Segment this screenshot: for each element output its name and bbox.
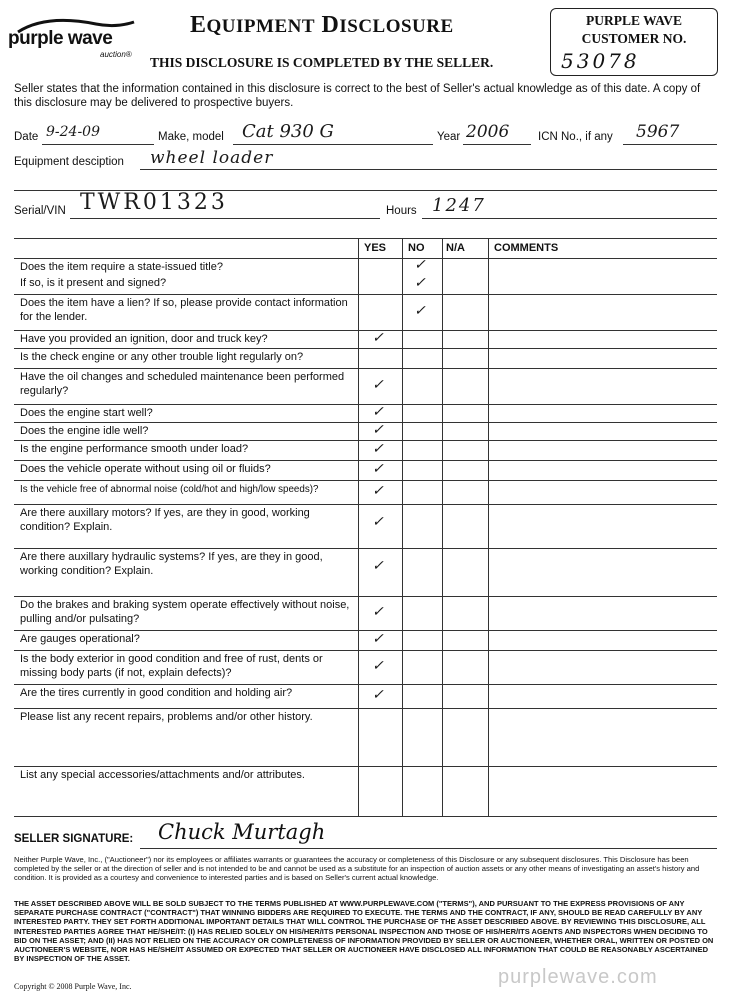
seller-signature[interactable]: Chuck Murtagh <box>158 820 326 844</box>
checkbox-yes[interactable]: ✓ <box>372 377 384 393</box>
checkbox-no[interactable]: ✓ <box>414 275 426 291</box>
checkbox-no[interactable]: ✓ <box>414 303 426 319</box>
row-divider <box>14 404 717 405</box>
question-text: Is the check engine or any other trouble light regularly on? <box>20 351 304 363</box>
checkbox-yes[interactable]: ✓ <box>372 461 384 477</box>
hours-field[interactable]: 1247 <box>432 195 486 216</box>
serial-vin-line <box>70 218 380 219</box>
question-text: Does the item have a lien? If so, please provide contact information for the lender. <box>20 297 348 323</box>
column-header-no: NO <box>408 242 425 254</box>
disclaimer-text: Neither Purple Wave, Inc., ("Auctioneer") nor its employees or affiliates warrants or guarantees the accuracy or completeness of this Disclosure or any subsequent disclosures. This Disclosure has been completed by the seller or at the direction of seller and is not intended to be and cannot be used as a substitute for an inspection of auction assets or any other means of investigating an asset's history and condition. It is provided as a courtesy and convenience to interested parties and is based on Seller's current actual knowledge. <box>14 855 700 883</box>
website-watermark: purplewave.com <box>498 966 658 988</box>
customer-box-label-1: PURPLE WAVE <box>586 13 682 28</box>
serial-vin-field[interactable]: TWR01323 <box>80 190 228 215</box>
column-divider <box>442 238 443 816</box>
checkbox-no[interactable]: ✓ <box>414 257 426 273</box>
date-line <box>42 144 154 145</box>
purple-wave-logo <box>8 14 148 62</box>
intro-statement: Seller states that the information contained in this disclosure is correct to the best of Seller's actual knowledge as of this date. A copy of this disclosure may be delivered to prospective buyers. <box>14 83 701 109</box>
icn-field[interactable]: 5967 <box>636 122 680 142</box>
row-divider <box>14 460 717 461</box>
equipment-description-label: Equipment desciption <box>14 156 124 168</box>
column-header-na: N/A <box>446 242 465 254</box>
page-subtitle: THIS DISCLOSURE IS COMPLETED BY THE SELLER. <box>150 55 494 70</box>
question-text: Are there auxillary motors? If yes, are they in good, working condition? Explain. <box>20 507 310 533</box>
row-divider <box>14 480 717 481</box>
checkbox-yes[interactable]: ✓ <box>372 558 384 574</box>
serial-vin-label: Serial/VIN <box>14 205 66 217</box>
row-divider <box>14 596 717 597</box>
checkbox-yes[interactable]: ✓ <box>372 422 384 438</box>
row-divider <box>14 708 717 709</box>
row-divider <box>14 650 717 651</box>
checkbox-yes[interactable]: ✓ <box>372 441 384 457</box>
customer-number-box <box>550 8 718 76</box>
checkbox-yes[interactable]: ✓ <box>372 604 384 620</box>
equipment-description-line <box>140 169 717 170</box>
signature-line <box>140 848 717 849</box>
question-text: Do the brakes and braking system operate effectively without noise, pulling and/or pulsating? <box>20 599 350 625</box>
column-header-yes: YES <box>364 242 387 254</box>
row-divider <box>14 766 717 767</box>
question-text: Does the engine start well? <box>20 407 153 419</box>
copyright: Copyright © 2008 Purple Wave, Inc. <box>14 982 132 991</box>
row-divider <box>14 368 717 369</box>
icn-label: ICN No., if any <box>538 131 613 143</box>
column-divider <box>488 238 489 816</box>
column-divider <box>402 238 403 816</box>
page-title: EQUIPMENT DISCLOSURE <box>190 12 454 38</box>
date-label: Date <box>14 131 39 143</box>
row-divider <box>14 422 717 423</box>
question-text: List any special accessories/attachments and/or attributes. <box>20 769 305 781</box>
hours-line <box>422 218 717 219</box>
row-divider <box>14 548 717 549</box>
table-top-border <box>14 238 717 239</box>
make-model-field[interactable]: Cat 930 G <box>242 121 334 142</box>
question-text: Are the tires currently in good condition and holding air? <box>20 687 293 699</box>
checkbox-yes[interactable]: ✓ <box>372 514 384 530</box>
logo-subtext: auction® <box>100 50 132 59</box>
row-divider <box>14 684 717 685</box>
year-line <box>463 144 531 145</box>
table-header-divider <box>14 258 717 259</box>
row-divider <box>14 294 717 295</box>
row-divider <box>14 504 717 505</box>
question-text: Have you provided an ignition, door and truck key? <box>20 333 268 345</box>
row-divider <box>14 440 717 441</box>
question-text: Are there auxillary hydraulic systems? If yes, are they in good, working condition? Explain. <box>20 551 323 577</box>
question-text: Are gauges operational? <box>20 633 140 645</box>
checkbox-yes[interactable]: ✓ <box>372 404 384 420</box>
icn-line <box>623 144 717 145</box>
year-field[interactable]: 2006 <box>466 122 510 142</box>
row-divider <box>14 348 717 349</box>
checkbox-yes[interactable]: ✓ <box>372 483 384 499</box>
question-text: Does the engine idle well? <box>20 425 149 437</box>
terms-text: THE ASSET DESCRIBED ABOVE WILL BE SOLD SUBJECT TO THE TERMS PUBLISHED AT WWW.PURPLEWAVE.COM ("TERMS"), AND PURSUANT TO THE EXPRESS PROVISIONS OF ANY SEPARATE PURCHASE CONTRACT ("CONTRACT") THAT WINNING BIDDERS ARE REQUIRED TO EXECUTE. THE TERMS AND THE CONTRACT, IF ANY, SHOULD BE READ CAREFULLY BY ANY INTERESTED PARTY. THEY SET FORTH ADDITIONAL IMPORTANT DETAILS THAT WILL CONTROL THE PURCHASE OF THE ASSET DESCRIBED ABOVE. BY REVIEWING THIS DISCLOSURE, ALL INTERESTED PARTIES AGREE THAT HE/SHE/IT: (I) HAS RELIED SOLELY ON HIS/HER/ITS PERSONAL INSPECTION AND THOSE OF HIS/HER/ITS AGENTS AND INSPECTORS WHEN DECIDING TO BID ON THE ASSET; AND (II) HAS NOT RELIED ON THE ACCURACY OR COMPLETENESS OF INFORMATION PROVIDED BY SELLER OR AUCTIONEER, WHETHER ORAL, WRITTEN OR POSTED ON AUCTIONEER'S WEBSITE, NOR HAS HE/SHE/IT ASSUMED OR EXPECTED THAT SELLER OR AUCTIONEER HAVE DISCLOSED ALL INFORMATION THAT COULD BE REASONABLY ASCERTAINED BY INSPECTION OF THE ASSET. <box>14 899 714 964</box>
question-text: Is the engine performance smooth under load? <box>20 443 249 455</box>
checkbox-yes[interactable]: ✓ <box>372 687 384 703</box>
equipment-description-field[interactable]: wheel loader <box>150 148 274 168</box>
checkbox-yes[interactable]: ✓ <box>372 658 384 674</box>
date-field[interactable]: 9-24-09 <box>46 124 100 140</box>
row-divider <box>14 330 717 331</box>
question-text: If so, is it present and signed? <box>20 277 167 289</box>
row-divider <box>14 630 717 631</box>
logo-text: purple wave <box>8 28 113 49</box>
question-text: Is the body exterior in good condition and free of rust, dents or missing body parts (if not, explain defects)? <box>20 653 323 679</box>
seller-signature-label: SELLER SIGNATURE: <box>14 833 134 845</box>
make-model-line <box>233 144 433 145</box>
customer-number-value[interactable]: 53078 <box>561 49 640 73</box>
question-text: Does the vehicle operate without using oil or fluids? <box>20 463 271 475</box>
make-model-label: Make, model <box>158 131 224 143</box>
hours-label: Hours <box>386 205 417 217</box>
column-header-comments: COMMENTS <box>494 242 559 254</box>
customer-box-label-2: CUSTOMER NO. <box>581 31 687 46</box>
question-text: Have the oil changes and scheduled maintenance been performed regularly? <box>20 371 345 397</box>
year-label: Year <box>437 131 461 143</box>
checkbox-yes[interactable]: ✓ <box>372 330 384 346</box>
table-bottom-border <box>14 816 717 817</box>
question-text: Is the vehicle free of abnormal noise (cold/hot and high/low speeds)? <box>20 484 319 495</box>
checkbox-yes[interactable]: ✓ <box>372 631 384 647</box>
question-text: Please list any recent repairs, problems and/or other history. <box>20 711 313 723</box>
question-text: Does the item require a state-issued title? <box>20 261 223 273</box>
